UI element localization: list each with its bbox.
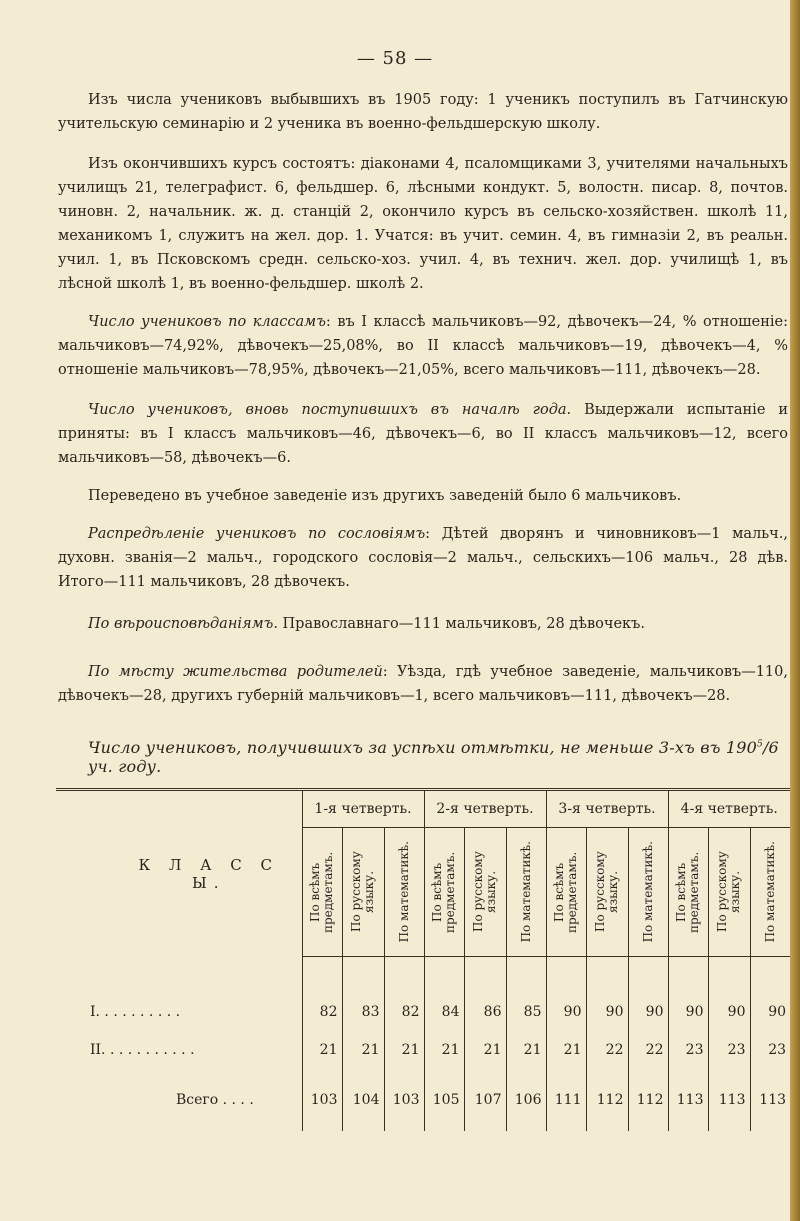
table-cell: 90	[628, 993, 668, 1031]
table-cell: 103	[384, 1069, 424, 1131]
paragraph-heading: По вѣроисповѣданіямъ	[88, 616, 274, 632]
quarter-header: 1-я четверть.	[302, 790, 424, 828]
table-cell: 23	[708, 1031, 750, 1069]
table-cell: 83	[342, 993, 384, 1031]
paragraph-heading: Число учениковъ, вновь поступившихъ въ началѣ года.	[88, 402, 572, 418]
paragraph	[58, 522, 788, 594]
page-number: — 58 —	[356, 48, 434, 69]
paragraph-text: . Православнаго—111 мальчиковъ, 28 дѣвочекъ.	[273, 616, 645, 632]
table-cell: 21	[506, 1031, 546, 1069]
table-cell: 111	[546, 1069, 586, 1131]
paragraph-text: : Уѣзда, гдѣ учебное заведеніе, мальчиковъ—110, дѣвочекъ—28, другихъ губерній мальчиковъ—1, всего мальчиковъ—111, дѣвочекъ—28.	[58, 664, 788, 704]
classes-header: К Л А С С Ы.	[56, 790, 302, 957]
table-cell: 85	[506, 993, 546, 1031]
table-cell: 107	[464, 1069, 506, 1131]
table-cell: 105	[424, 1069, 464, 1131]
caption-text: Число учениковъ, получившихъ за успѣхи отмѣтки, не меньше 3-хъ въ 190	[88, 738, 758, 757]
paragraph-text: Переведено въ учебное заведеніе изъ другихъ заведеній было 6 мальчиковъ.	[88, 488, 682, 504]
table-cell: 82	[302, 993, 342, 1031]
paragraph-heading: Распредѣленіе учениковъ по сословіямъ	[88, 526, 426, 542]
table-cell: 90	[586, 993, 628, 1031]
row-label: I. . . . . . . . . .	[90, 1004, 181, 1020]
subcolumn-header: По русскому языку.	[586, 828, 628, 957]
table-cell: 90	[546, 993, 586, 1031]
table-cell: 84	[424, 993, 464, 1031]
subcolumn-header: По всѣмъ предметамъ.	[546, 828, 586, 957]
subcolumn-header: По всѣмъ предметамъ.	[424, 828, 464, 957]
table-cell: 21	[546, 1031, 586, 1069]
table-row	[56, 1069, 790, 1131]
paragraph-heading: По мѣсту жительства родителей	[88, 664, 383, 680]
subcolumn-header: По математикѣ.	[628, 828, 668, 957]
table-cell: 90	[750, 993, 790, 1031]
paragraph-text: Изъ окончившихъ курсъ состоятъ: діаконами 4, псаломщиками 3, учителями начальныхъ училищъ 21, телеграфист. 6, фельдшер. 6, лѣсными кондукт. 5, волостн. писар. 8, почтов. чиновн. 2, начальник. ж. д. станцій 2, окончило курсъ въ сельско-хозяйствен. школѣ 11, механикомъ 1, служитъ на жел. дор. 1. Учатся: въ учит. семин. 4, въ гимназіи 2, въ реальн. учил. 1, въ Псковскомъ средн. сельско-хоз. учил. 4, въ технич. жел. дор. училищѣ 1, въ лѣсной школѣ 1, въ военно-фельдшер. школѣ 2.	[58, 156, 788, 292]
paragraph-text: : Дѣтей дворянъ и чиновниковъ—1 мальч., духовн. званія—2 мальч., городского сословія—2 мальч., сельскихъ—106 мальч., 28 дѣв. Итого—111 мальчиковъ, 28 дѣвочекъ.	[58, 526, 788, 590]
quarter-header: 4-я четверть.	[668, 790, 790, 828]
table-cell: 21	[302, 1031, 342, 1069]
subcolumn-header: По русскому языку.	[464, 828, 506, 957]
table-cell: 112	[586, 1069, 628, 1131]
table-cell: 21	[424, 1031, 464, 1069]
row-label: II. . . . . . . . . . .	[90, 1042, 195, 1058]
paragraph-heading: Число учениковъ по классамъ	[88, 314, 326, 330]
table-cell: 103	[302, 1069, 342, 1131]
table-row	[56, 993, 790, 1031]
table-cell: 104	[342, 1069, 384, 1131]
subcolumn-header: По математикѣ.	[506, 828, 546, 957]
paragraph-text: Выдержали испытаніе и приняты: въ I классъ мальчиковъ—46, дѣвочекъ—6, во II классъ мальчиковъ—12, всего мальчиковъ—58, дѣвочекъ—6.	[58, 402, 788, 466]
table-cell: 21	[384, 1031, 424, 1069]
table-cell: 23	[668, 1031, 708, 1069]
paragraph	[58, 398, 788, 470]
row-label: Всего . . . .	[176, 1092, 254, 1108]
table-caption	[88, 738, 788, 776]
quarter-header: 3-я четверть.	[546, 790, 668, 828]
table-cell: 90	[708, 993, 750, 1031]
paragraph	[58, 310, 788, 382]
subcolumn-header: По математикѣ.	[750, 828, 790, 957]
table-row	[56, 1031, 790, 1069]
paragraph	[58, 484, 788, 508]
caption-superscript: 5	[757, 739, 763, 750]
table-cell: 113	[668, 1069, 708, 1131]
subcolumn-header: По русскому языку.	[708, 828, 750, 957]
paragraph-text: : въ I классѣ мальчиковъ—92, дѣвочекъ—24, % отношеніе: мальчиковъ—74,92%, дѣвочекъ—25,08%, во II классѣ мальчиковъ—19, дѣвочекъ—4, % отношеніе мальчиковъ—78,95%, дѣвочекъ—21,05%, всего мальчиковъ—111, дѣвочекъ—28.	[58, 314, 789, 378]
subcolumn-header: По всѣмъ предметамъ.	[668, 828, 708, 957]
paragraph	[58, 660, 788, 708]
caption-text-end: /6 уч. году.	[88, 738, 779, 776]
quarter-header: 2-я четверть.	[424, 790, 546, 828]
table-cell: 90	[668, 993, 708, 1031]
paragraph	[58, 152, 788, 296]
subcolumn-header: По русскому языку.	[342, 828, 384, 957]
subcolumn-header: По математикѣ.	[384, 828, 424, 957]
page-edge	[790, 0, 800, 1221]
grades-table	[56, 788, 790, 1131]
table-cell: 113	[708, 1069, 750, 1131]
paragraph	[58, 612, 788, 636]
paragraph-text: Изъ числа учениковъ выбывшихъ въ 1905 году: 1 ученикъ поступилъ въ Гатчинскую учительскую семинарію и 2 ученика въ военно-фельдшерскую школу.	[58, 92, 788, 132]
table-cell: 21	[464, 1031, 506, 1069]
table-cell: 106	[506, 1069, 546, 1131]
table-cell: 23	[750, 1031, 790, 1069]
table-cell: 112	[628, 1069, 668, 1131]
paragraph	[58, 88, 788, 136]
table-cell: 22	[586, 1031, 628, 1069]
table-cell: 113	[750, 1069, 790, 1131]
table-cell: 82	[384, 993, 424, 1031]
table-cell: 22	[628, 1031, 668, 1069]
subcolumn-header: По всѣмъ предметамъ.	[302, 828, 342, 957]
table-cell: 86	[464, 993, 506, 1031]
table-cell: 21	[342, 1031, 384, 1069]
